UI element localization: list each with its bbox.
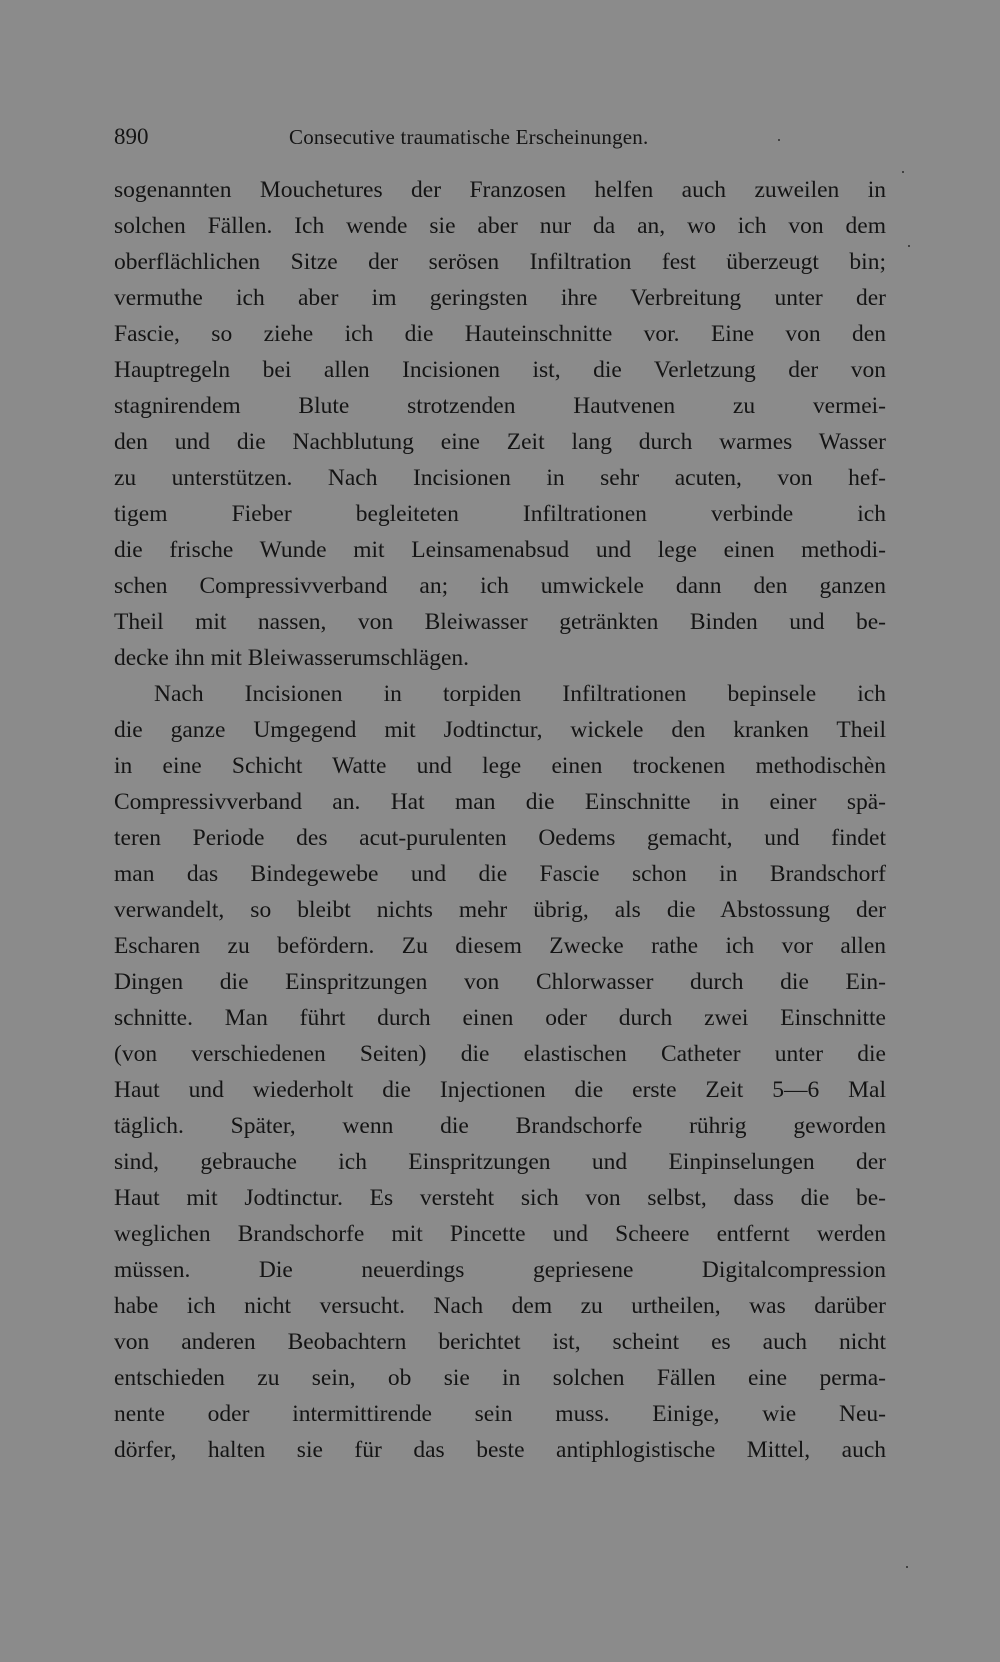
- running-header: [114, 124, 894, 154]
- body-text: [114, 172, 886, 1468]
- text-line: man das Bindegewebe und die Fascie schon in Brandschorf: [114, 861, 886, 887]
- text-line: die frische Wunde mit Leinsamenabsud und lege einen methodi-: [114, 537, 886, 563]
- text-line: schen Compressivverband an; ich umwickele dann den ganzen: [114, 573, 886, 599]
- text-line: entschieden zu sein, ob sie in solchen Fällen eine perma-: [114, 1365, 886, 1391]
- text-line: in eine Schicht Watte und lege einen trockenen methodischèn: [114, 753, 886, 779]
- text-line: sind, gebrauche ich Einspritzungen und Einpinselungen der: [114, 1149, 886, 1175]
- scan-speck: [908, 245, 910, 247]
- text-line: Fascie, so ziehe ich die Hauteinschnitte vor. Eine von den: [114, 321, 886, 347]
- paragraph-start-line: Nach Incisionen in torpiden Infiltrationen bepinsele ich: [154, 681, 886, 707]
- text-line: tigem Fieber begleiteten Infiltrationen verbinde ich: [114, 501, 886, 527]
- text-line: zu unterstützen. Nach Incisionen in sehr acuten, von hef-: [114, 465, 886, 491]
- text-line: Compressivverband an. Hat man die Einschnitte in einer spä-: [114, 789, 886, 815]
- text-line: von anderen Beobachtern berichtet ist, scheint es auch nicht: [114, 1329, 886, 1355]
- running-title: Consecutive traumatische Erscheinungen.: [289, 125, 649, 149]
- text-line: weglichen Brandschorfe mit Pincette und Scheere entfernt werden: [114, 1221, 886, 1247]
- text-line: dörfer, halten sie für das beste antiphlogistische Mittel, auch: [114, 1437, 886, 1463]
- text-line: schnitte. Man führt durch einen oder durch zwei Einschnitte: [114, 1005, 886, 1031]
- paragraph-end-line: decke ihn mit Bleiwasserumschlägen.: [114, 645, 470, 671]
- text-line: teren Periode des acut-purulenten Oedems gemacht, und findet: [114, 825, 886, 851]
- text-line: solchen Fällen. Ich wende sie aber nur da an, wo ich von dem: [114, 213, 886, 239]
- text-line: müssen. Die neuerdings gepriesene Digitalcompression: [114, 1257, 886, 1283]
- text-line: habe ich nicht versucht. Nach dem zu urtheilen, was darüber: [114, 1293, 886, 1319]
- page-number: 890: [114, 124, 149, 149]
- text-line: Haut und wiederholt die Injectionen die erste Zeit 5—6 Mal: [114, 1077, 886, 1103]
- text-line: Theil mit nassen, von Bleiwasser getränkten Binden und be-: [114, 609, 886, 635]
- scan-speck: [778, 139, 780, 141]
- text-line: Escharen zu befördern. Zu diesem Zwecke rathe ich vor allen: [114, 933, 886, 959]
- text-line: die ganze Umgegend mit Jodtinctur, wickele den kranken Theil: [114, 717, 886, 743]
- text-line: verwandelt, so bleibt nichts mehr übrig, als die Abstossung der: [114, 897, 886, 923]
- scan-speck: [902, 171, 904, 173]
- text-line: Dingen die Einspritzungen von Chlorwasser durch die Ein-: [114, 969, 886, 995]
- text-line: täglich. Später, wenn die Brandschorfe rührig geworden: [114, 1113, 886, 1139]
- text-line: nente oder intermittirende sein muss. Einige, wie Neu-: [114, 1401, 886, 1427]
- text-line: sogenannten Mouchetures der Franzosen helfen auch zuweilen in: [114, 177, 886, 203]
- scan-speck: [906, 1566, 908, 1568]
- text-line: stagnirendem Blute strotzenden Hautvenen zu vermei-: [114, 393, 886, 419]
- text-line: oberflächlichen Sitze der serösen Infiltration fest überzeugt bin;: [114, 249, 886, 275]
- text-line: vermuthe ich aber im geringsten ihre Verbreitung unter der: [114, 285, 886, 311]
- text-line: Hauptregeln bei allen Incisionen ist, die Verletzung der von: [114, 357, 886, 383]
- text-line: (von verschiedenen Seiten) die elastischen Catheter unter die: [114, 1041, 886, 1067]
- text-line: den und die Nachblutung eine Zeit lang durch warmes Wasser: [114, 429, 886, 455]
- text-line: Haut mit Jodtinctur. Es versteht sich von selbst, dass die be-: [114, 1185, 886, 1211]
